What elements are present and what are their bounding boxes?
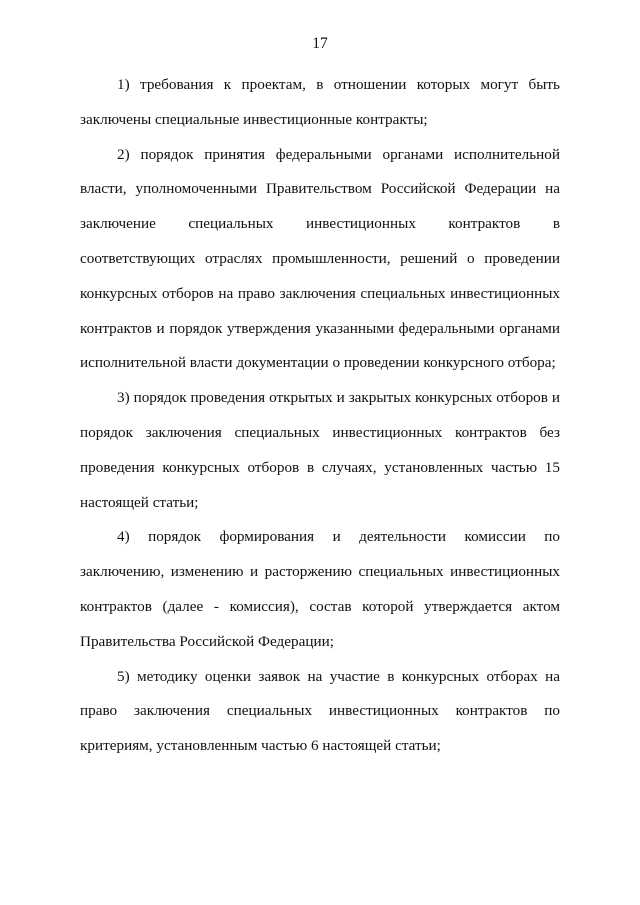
list-item-1: 1) требования к проектам, в отношении которых могут быть заключены специальные инвестиционные контракты; (80, 76, 560, 128)
document-body (80, 68, 560, 764)
page-number: 17 (312, 35, 328, 52)
list-item-4: 4) порядок формирования и деятельности комиссии по заключению, изменению и расторжению специальных инвестиционных контрактов (далее - комиссия), состав которой утверждается актом Правительства Российской Федерации; (80, 528, 560, 650)
list-item-5: 5) методику оценки заявок на участие в конкурсных отборах на право заключения специальных инвестиционных контрактов по критериям, установленным частью 6 настоящей статьи; (80, 667, 560, 755)
list-item-3: 3) порядок проведения открытых и закрытых конкурсных отборов и порядок заключения специальных инвестиционных контрактов без проведения конкурсных отборов в случаях, установленных частью 15 настоящей статьи; (80, 389, 560, 511)
list-item-2: 2) порядок принятия федеральными органами исполнительной власти, уполномоченными Правительством Российской Федерации на заключение специальных инвестиционных контрактов в соответствующих отраслях промышленности, решений о проведении конкурсных отборов на право заключения специальных инвестиционных контрактов и порядок утверждения указанными федеральными органами исполнительной власти документации о проведении конкурсного отбора; (80, 145, 560, 372)
